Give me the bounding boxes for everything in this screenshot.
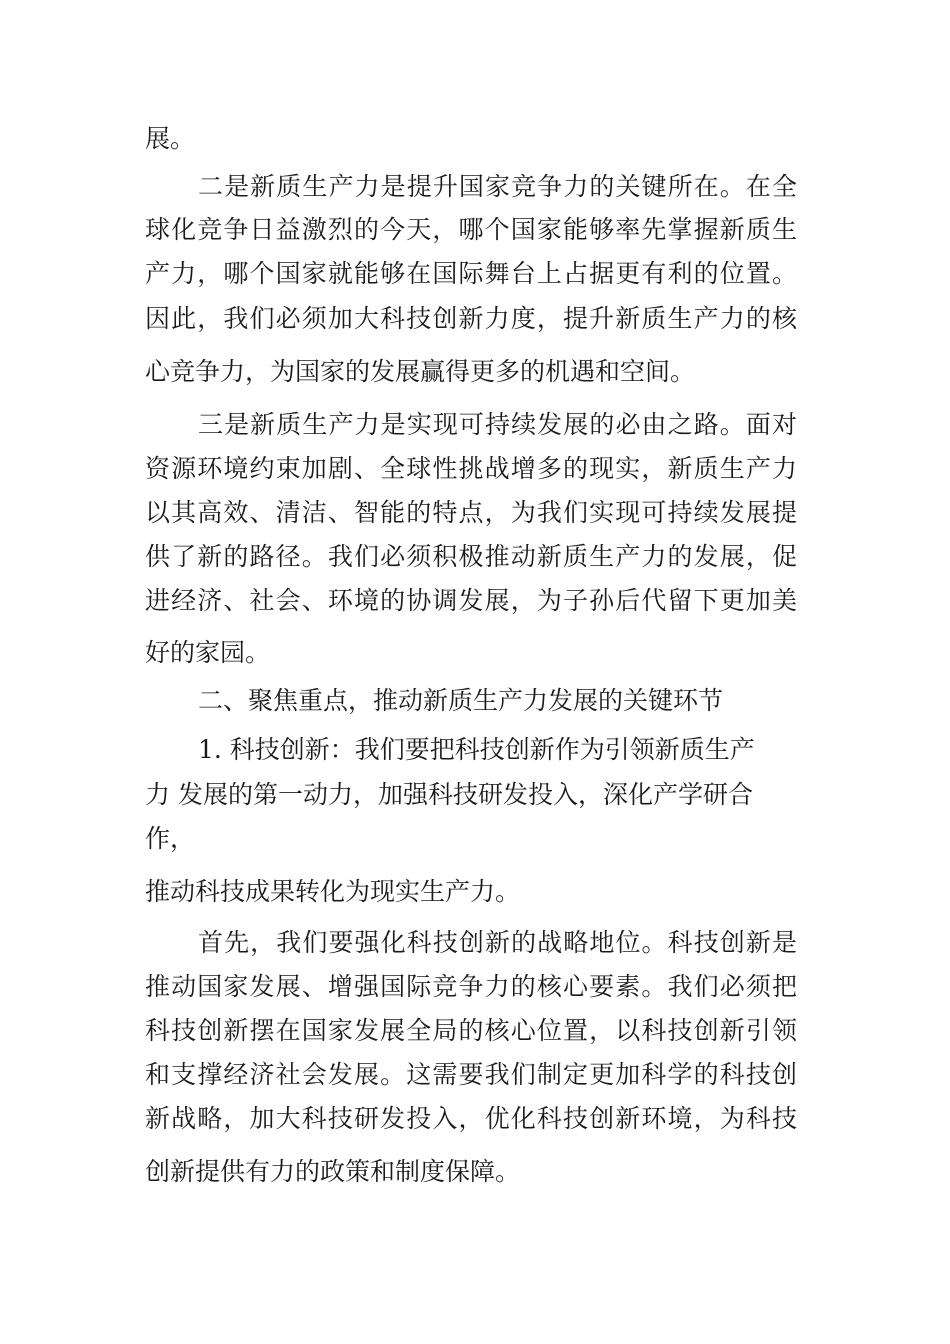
text-line: 创新提供有力的政策和制度保障。: [145, 1157, 521, 1186]
text-line: 1. 科技创新：我们要把科技创新作为引领新质生产: [198, 735, 755, 764]
text-line: 以其高效、清洁、智能的特点，为我们实现可持续发展提: [145, 498, 797, 527]
text-line: 因此，我们必须加大科技创新力度，提升新质生产力的核: [145, 304, 797, 333]
text-line: 推动国家发展、增强国际竞争力的核心要素。我们必须把: [145, 972, 797, 1001]
text-line: 球化竞争日益激烈的今天，哪个国家能够率先掌握新质生: [145, 215, 797, 244]
text-line: 作，: [145, 824, 196, 853]
text-line: 二是新质生产力是提升国家竞争力的关键所在。在全: [198, 172, 797, 201]
text-line: 力 发展的第一动力，加强科技研发投入，深化产学研合: [145, 780, 753, 809]
text-line: 三是新质生产力是实现可持续发展的必由之路。面对: [198, 410, 797, 439]
text-line: 进经济、社会、环境的协调发展，为子孙后代留下更加美: [145, 586, 797, 615]
text-line: 好的家园。: [145, 638, 271, 667]
text-line: 心竞争力，为国家的发展赢得更多的机遇和空间。: [145, 357, 696, 386]
text-line: 产力，哪个国家就能够在国际舞台上占据更有利的位置。: [145, 259, 797, 288]
text-line: 展。: [145, 124, 196, 153]
text-line: 首先，我们要强化科技创新的战略地位。科技创新是: [198, 928, 797, 957]
text-line: 供了新的路径。我们必须积极推动新质生产力的发展，促: [145, 542, 797, 571]
text-line: 和支撑经济社会发展。这需要我们制定更加科学的科技创: [145, 1060, 797, 1089]
text-line: 新战略，加大科技研发投入，优化科技创新环境，为科技: [145, 1104, 797, 1133]
text-line: 推动科技成果转化为现实生产力。: [145, 877, 521, 906]
section-heading: 二、聚焦重点，推动新质生产力发展的关键环节: [198, 686, 724, 715]
text-line: 科技创新摆在国家发展全局的核心位置，以科技创新引领: [145, 1016, 797, 1045]
text-line: 资源环境约束加剧、全球性挑战增多的现实，新质生产力: [145, 454, 797, 483]
